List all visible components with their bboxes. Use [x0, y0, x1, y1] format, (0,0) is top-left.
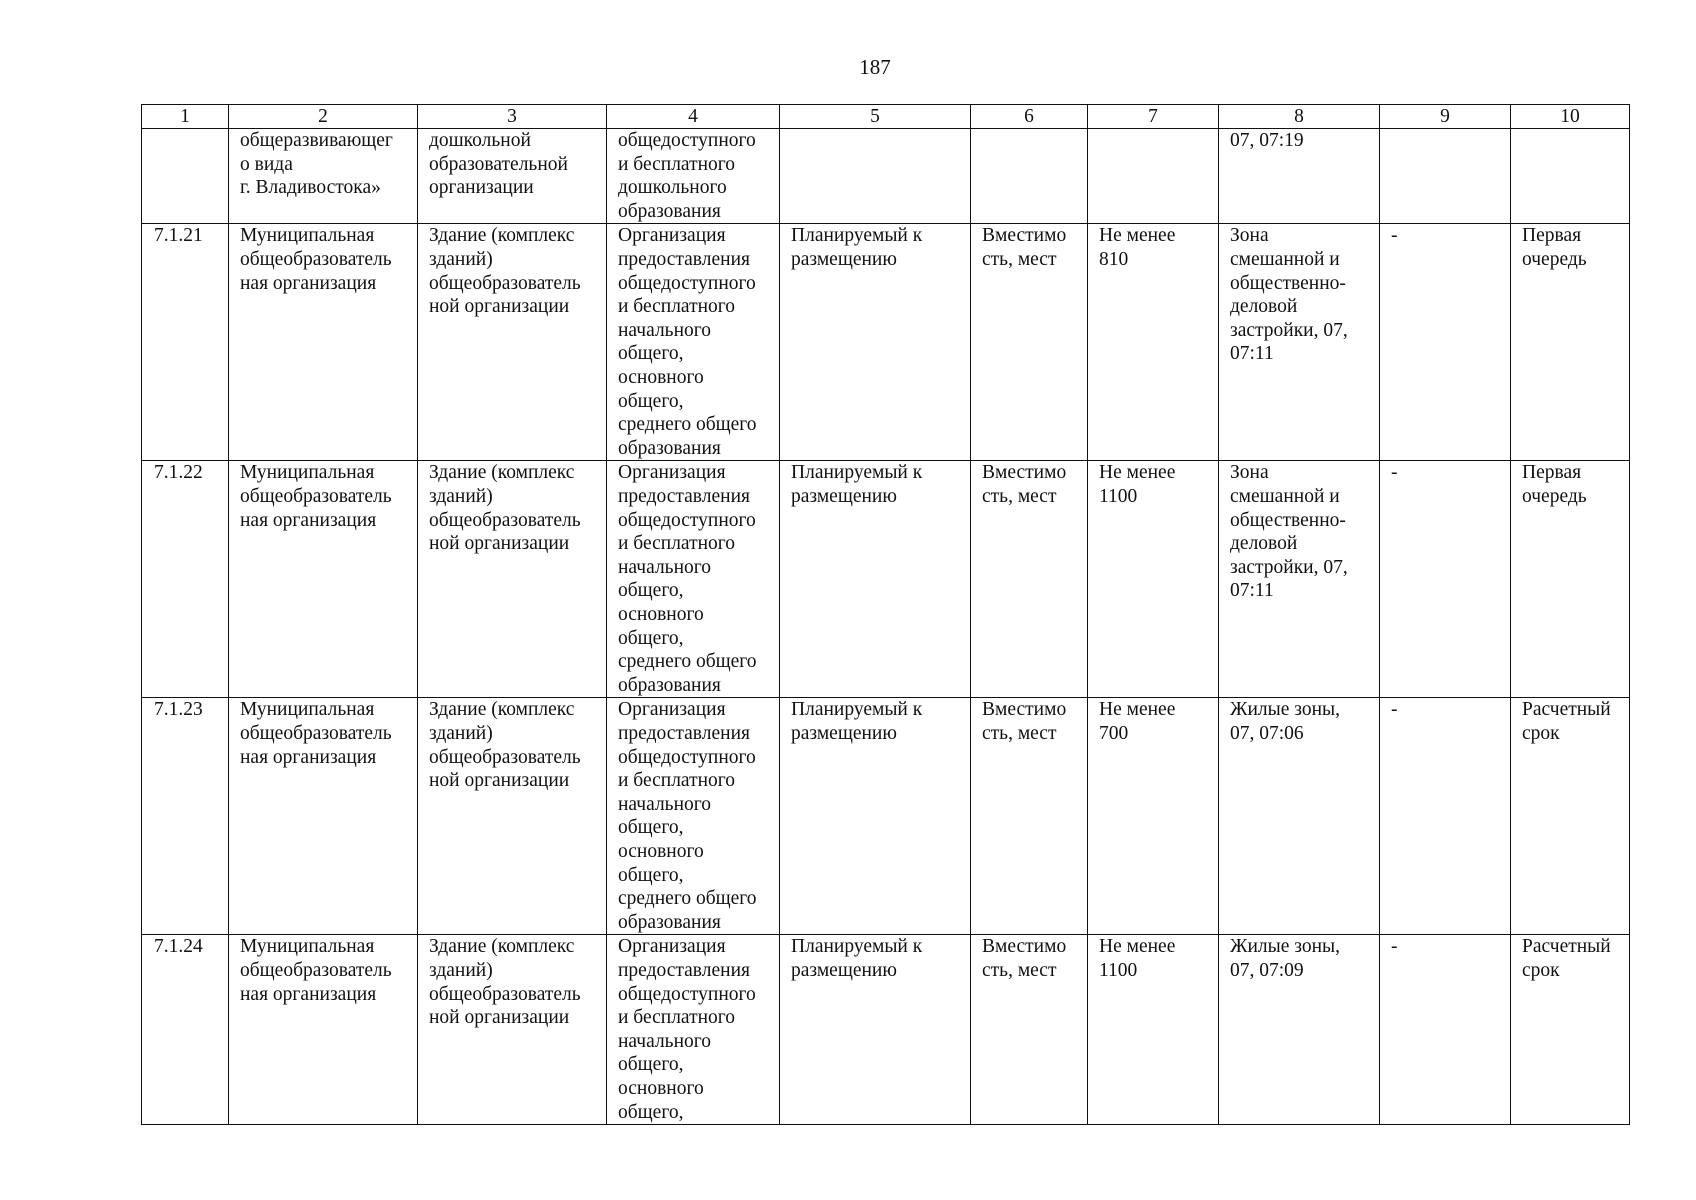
cell-object-type: Здание (комплекс зданий) общеобразователь ной организации [418, 224, 607, 461]
cell-status: Планируемый к размещению [780, 698, 971, 935]
cell-object-type: Здание (комплекс зданий) общеобразователь ной организации [418, 935, 607, 1125]
cell-object-type: Здание (комплекс зданий) общеобразователь ной организации [418, 698, 607, 935]
cell-purpose: Организация предоставления общедоступного и бесплатного начального общего, основного общего, среднего общего образования [607, 461, 780, 698]
cell-number: 7.1.22 [142, 461, 229, 698]
column-header: 7 [1088, 105, 1219, 129]
table-row [142, 461, 1630, 698]
cell-value: Не менее 1100 [1088, 461, 1219, 698]
cell-parameter: Вместимо сть, мест [971, 698, 1088, 935]
cell-purpose: Организация предоставления общедоступного и бесплатного начального общего, основного общего, среднего общего образования [607, 698, 780, 935]
column-header: 2 [229, 105, 418, 129]
cell-parameter: Вместимо сть, мест [971, 461, 1088, 698]
cell-zone-protection: - [1380, 935, 1511, 1125]
cell-name: Муниципальная общеобразователь ная организация [229, 461, 418, 698]
cell-status [780, 129, 971, 224]
cell-zone-protection: - [1380, 224, 1511, 461]
cell-parameter: Вместимо сть, мест [971, 935, 1088, 1125]
cell-number: 7.1.21 [142, 224, 229, 461]
cell-zone: Жилые зоны, 07, 07:06 [1219, 698, 1380, 935]
cell-number: 7.1.24 [142, 935, 229, 1125]
cell-name: Муниципальная общеобразователь ная организация [229, 935, 418, 1125]
cell-value [1088, 129, 1219, 224]
table-row-continuation [142, 129, 1630, 224]
cell-parameter [971, 129, 1088, 224]
cell-name: Муниципальная общеобразователь ная организация [229, 698, 418, 935]
cell-name: Муниципальная общеобразователь ная организация [229, 224, 418, 461]
column-header: 6 [971, 105, 1088, 129]
cell-term: Расчетный срок [1511, 698, 1630, 935]
table-header-row [142, 105, 1630, 129]
column-header: 10 [1511, 105, 1630, 129]
column-header: 8 [1219, 105, 1380, 129]
column-header: 5 [780, 105, 971, 129]
cell-term: Расчетный срок [1511, 935, 1630, 1125]
table-row [142, 224, 1630, 461]
column-header: 1 [142, 105, 229, 129]
cell-term: Первая очередь [1511, 461, 1630, 698]
column-header: 9 [1380, 105, 1511, 129]
cell-purpose: общедоступного и бесплатного дошкольного образования [607, 129, 780, 224]
cell-parameter: Вместимо сть, мест [971, 224, 1088, 461]
cell-zone: Жилые зоны, 07, 07:09 [1219, 935, 1380, 1125]
cell-zone-protection: - [1380, 461, 1511, 698]
cell-object-type: дошкольной образовательной организации [418, 129, 607, 224]
cell-zone-protection: - [1380, 698, 1511, 935]
cell-value: Не менее 810 [1088, 224, 1219, 461]
cell-purpose: Организация предоставления общедоступного и бесплатного начального общего, основного общего, среднего общего образования [607, 224, 780, 461]
cell-status: Планируемый к размещению [780, 461, 971, 698]
cell-term: Первая очередь [1511, 224, 1630, 461]
column-header: 4 [607, 105, 780, 129]
cell-zone: 07, 07:19 [1219, 129, 1380, 224]
cell-status: Планируемый к размещению [780, 935, 971, 1125]
cell-purpose: Организация предоставления общедоступного и бесплатного начального общего, основного общего, [607, 935, 780, 1125]
objects-table [141, 104, 1630, 1125]
cell-number [142, 129, 229, 224]
cell-term [1511, 129, 1630, 224]
cell-name: общеразвивающег о вида г. Владивостока» [229, 129, 418, 224]
cell-zone-protection [1380, 129, 1511, 224]
cell-value: Не менее 1100 [1088, 935, 1219, 1125]
cell-value: Не менее 700 [1088, 698, 1219, 935]
cell-zone: Зона смешанной и общественно- деловой застройки, 07, 07:11 [1219, 461, 1380, 698]
table-row [142, 698, 1630, 935]
page-number: 187 [859, 55, 891, 79]
table-row [142, 935, 1630, 1125]
column-header: 3 [418, 105, 607, 129]
cell-number: 7.1.23 [142, 698, 229, 935]
cell-status: Планируемый к размещению [780, 224, 971, 461]
cell-object-type: Здание (комплекс зданий) общеобразователь ной организации [418, 461, 607, 698]
cell-zone: Зона смешанной и общественно- деловой застройки, 07, 07:11 [1219, 224, 1380, 461]
